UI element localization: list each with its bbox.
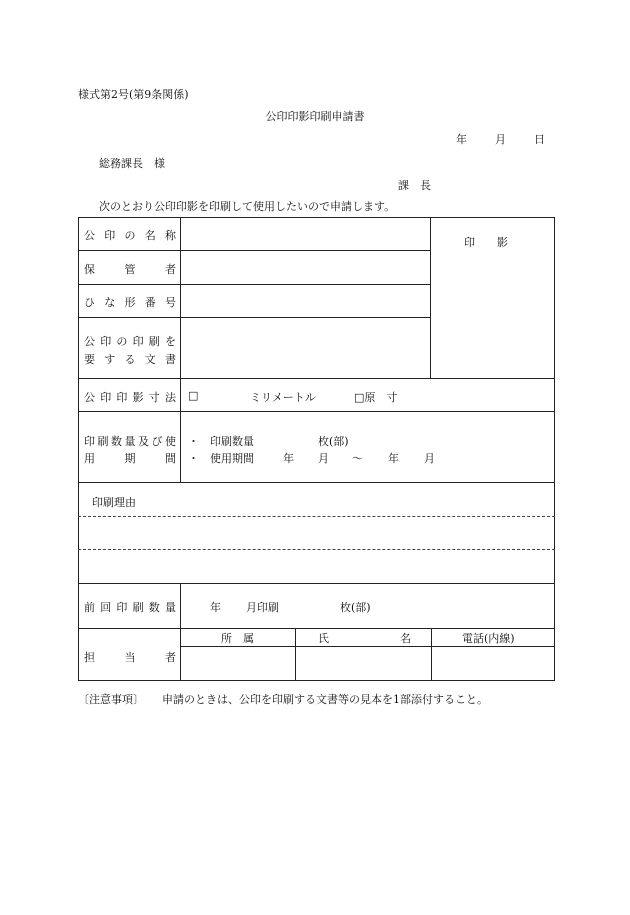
size-checkbox[interactable]: □ bbox=[188, 389, 199, 402]
previous-qty-label: 前 回 印 刷 数 量 bbox=[84, 601, 176, 614]
intro-text: 次のとおり公印印影を印刷して使用したいので申請します。 bbox=[99, 200, 396, 213]
applicant-title: 課 長 bbox=[398, 179, 431, 192]
document-title: 公印印影印刷申請書 bbox=[265, 110, 365, 123]
target-doc-label: 要 す る 文 書 bbox=[84, 353, 176, 366]
period-month-2: 月 bbox=[424, 452, 435, 465]
table-border-bottom bbox=[78, 680, 555, 681]
period-wave: 〜 bbox=[352, 452, 363, 465]
application-table bbox=[78, 217, 555, 681]
row-line bbox=[78, 378, 555, 379]
addressee: 総務課長 様 bbox=[99, 157, 165, 170]
period-month-1: 月 bbox=[318, 452, 329, 465]
col-line bbox=[180, 217, 181, 482]
impression-label: 印 影 bbox=[464, 236, 508, 249]
col-line bbox=[295, 628, 296, 681]
table-border-top bbox=[78, 217, 555, 218]
table-border-left bbox=[78, 217, 79, 681]
reason-dashed-line bbox=[78, 516, 555, 517]
reason-label: 印刷理由 bbox=[92, 496, 136, 509]
table-border-right bbox=[554, 217, 555, 681]
holder-label: 保 管 者 bbox=[84, 263, 176, 276]
previous-month-print: 月印刷 bbox=[246, 601, 279, 614]
reason-dashed-line bbox=[78, 549, 555, 550]
notes bbox=[78, 691, 488, 707]
row-line bbox=[78, 482, 555, 483]
row-line bbox=[78, 284, 430, 285]
target-doc-label: 公 印 の 印 刷 を bbox=[84, 335, 176, 348]
qty-unit: 枚(部) bbox=[318, 435, 349, 448]
row-line bbox=[78, 628, 555, 629]
period-bullet: ・ 使用期間 bbox=[188, 452, 254, 465]
qty-bullet: ・ 印刷数量 bbox=[188, 435, 254, 448]
size-unit: ミリメートル bbox=[250, 391, 316, 404]
col-line bbox=[431, 628, 432, 681]
date-day: 日 bbox=[534, 133, 545, 146]
row-line bbox=[78, 583, 555, 584]
phone-header: 電話(内線) bbox=[462, 632, 515, 645]
model-number-label: ひ な 形 番 号 bbox=[84, 296, 176, 309]
name-header-given: 名 bbox=[400, 632, 411, 645]
notes-label: 〔注意事項〕 bbox=[78, 693, 144, 706]
col-line bbox=[430, 217, 431, 378]
period-year-1: 年 bbox=[283, 452, 294, 465]
row-line bbox=[78, 317, 430, 318]
size-actual-option[interactable]: □原 寸 bbox=[354, 391, 398, 404]
row-line bbox=[78, 411, 555, 412]
name-header-family: 氏 bbox=[318, 632, 329, 645]
notes-text: 申請のときは、公印を印刷する文書等の見本を1部添付すること。 bbox=[162, 693, 488, 706]
affiliation-header: 所 属 bbox=[221, 632, 254, 645]
row-line bbox=[78, 250, 430, 251]
row-line bbox=[180, 646, 555, 647]
date-month: 月 bbox=[495, 133, 506, 146]
previous-year: 年 bbox=[210, 601, 221, 614]
date-line bbox=[456, 131, 545, 147]
qty-period-label: 印 刷 数 量 及 び 使 bbox=[84, 435, 176, 448]
previous-unit: 枚(部) bbox=[340, 601, 371, 614]
seal-name-label: 公 印 の 名 称 bbox=[84, 229, 176, 242]
contact-label: 担 当 者 bbox=[84, 651, 176, 664]
date-year: 年 bbox=[456, 133, 467, 146]
period-year-2: 年 bbox=[388, 452, 399, 465]
size-label: 公 印 印 影 寸 法 bbox=[84, 391, 176, 404]
col-line bbox=[180, 583, 181, 681]
qty-period-label: 用 期 間 bbox=[84, 452, 176, 465]
form-number: 様式第2号(第9条関係) bbox=[78, 88, 189, 101]
